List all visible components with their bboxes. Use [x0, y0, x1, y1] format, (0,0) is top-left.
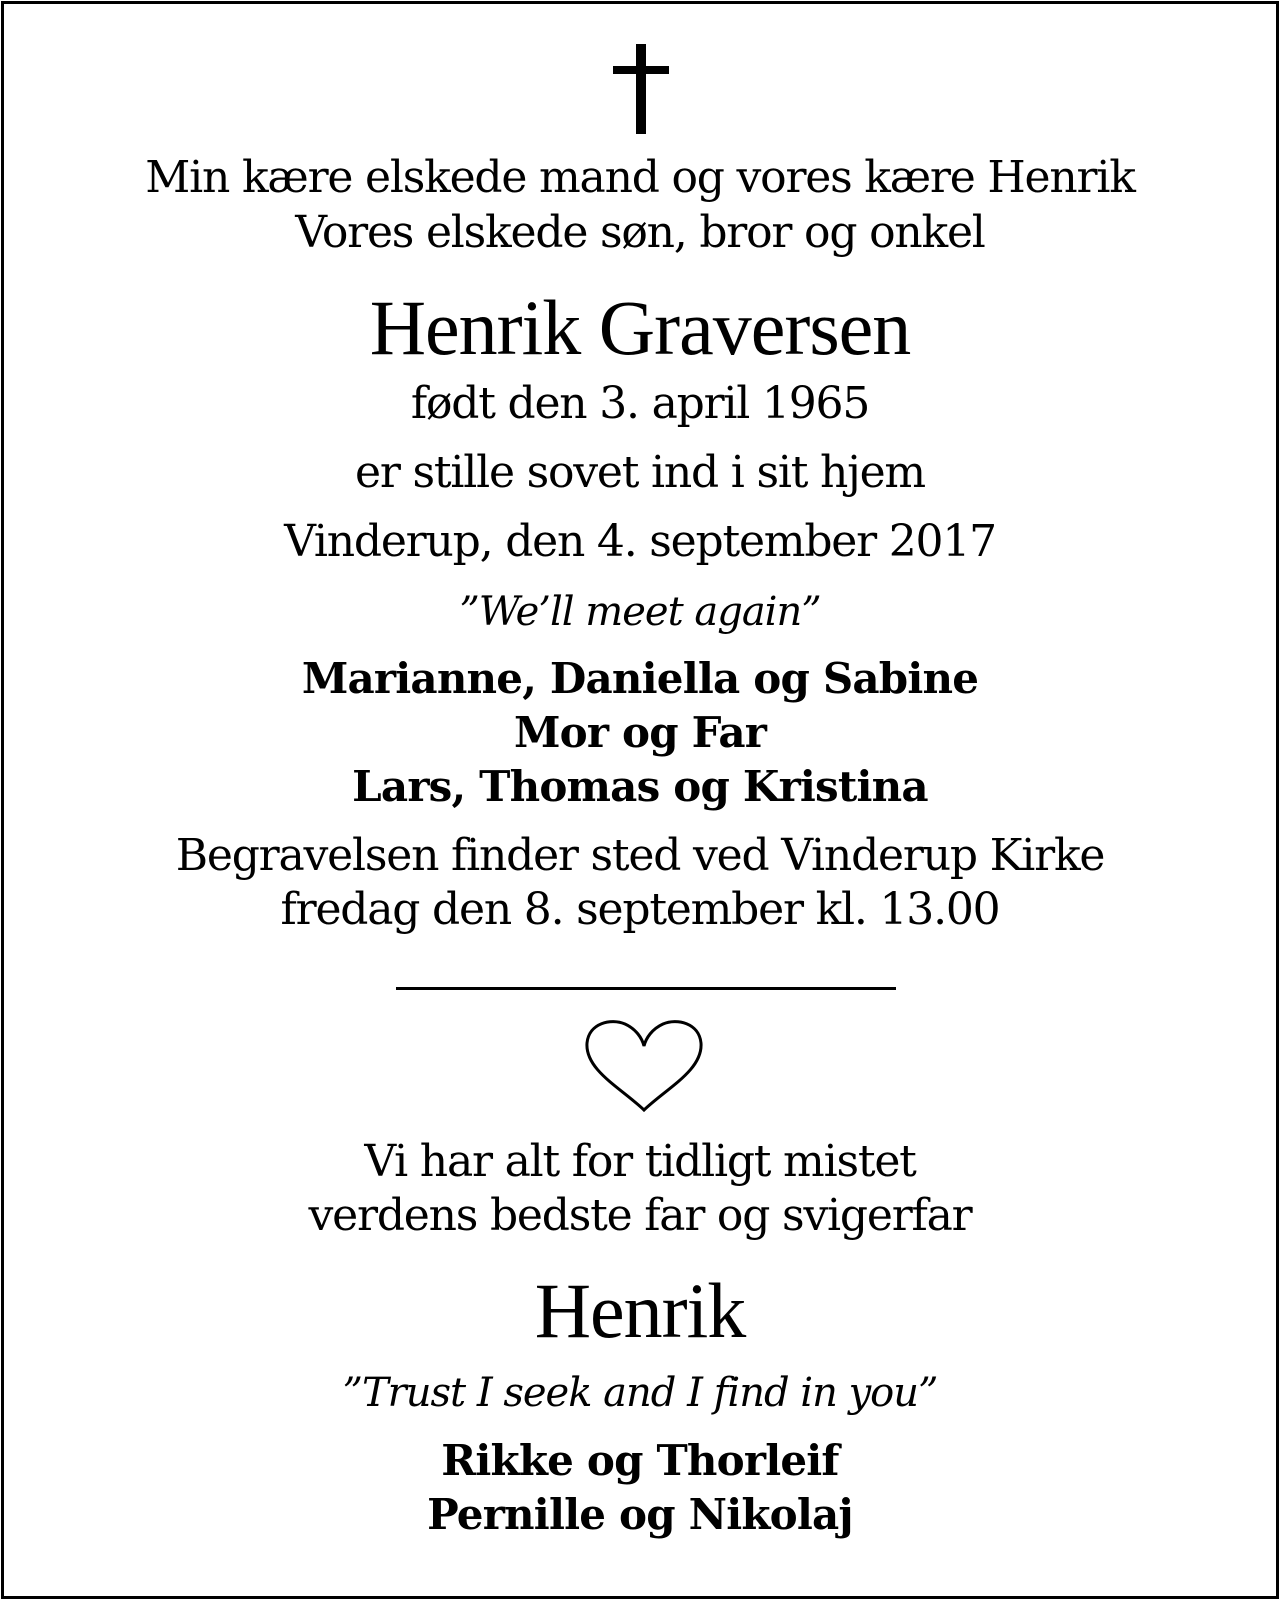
- heart-icon: [581, 1016, 707, 1116]
- deceased-name-text: Henrik Graversen: [369, 284, 911, 371]
- divider: [396, 987, 896, 990]
- second-name-text: Henrik: [534, 1267, 746, 1354]
- deceased-name: [4, 284, 1276, 371]
- obituary-notice: [1, 1, 1279, 1599]
- intro-line-2: Vores elskede søn, bror og onkel: [295, 207, 985, 258]
- second-mourner-line-1: Rikke og Thorleif: [441, 1436, 839, 1485]
- funeral-line-2: fredag den 8. september kl. 13.00: [280, 884, 1000, 935]
- quote: ”We’ll meet again”: [459, 589, 821, 635]
- second-intro-line-2: verdens bedste far og svigerfar: [308, 1190, 972, 1241]
- place-and-date: Vinderup, den 4. september 2017: [284, 516, 996, 567]
- mourner-line-2: Mor og Far: [513, 708, 767, 757]
- second-mourner-line-2: Pernille og Nikolaj: [427, 1490, 853, 1539]
- mourner-line-3: Lars, Thomas og Kristina: [352, 762, 928, 811]
- second-quote: ”Trust I seek and I find in you”: [342, 1370, 938, 1416]
- second-intro-line-1: Vi har alt for tidligt mistet: [364, 1136, 916, 1187]
- cross-icon: [611, 42, 671, 136]
- second-name: [4, 1267, 1276, 1354]
- birth-date: født den 3. april 1965: [410, 378, 870, 429]
- intro-line-1: Min kære elskede mand og vores kære Henrik: [145, 152, 1135, 203]
- funeral-line-1: Begravelsen finder sted ved Vinderup Kirke: [175, 830, 1105, 881]
- passing-statement: er stille sovet ind i sit hjem: [355, 447, 925, 498]
- mourner-line-1: Marianne, Daniella og Sabine: [301, 654, 979, 703]
